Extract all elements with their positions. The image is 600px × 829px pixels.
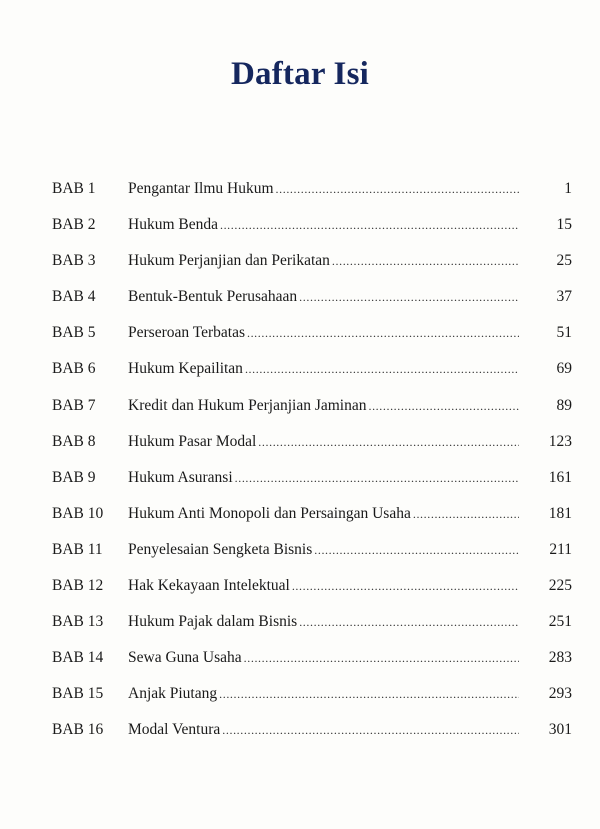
dot-leader [245, 351, 519, 387]
chapter-number: BAB 1 [52, 180, 96, 197]
page-number: 1 [564, 180, 572, 197]
dot-leader [258, 424, 519, 460]
page-number: 161 [548, 468, 572, 486]
page-number: 181 [548, 504, 572, 522]
chapter-title: Penyelesaian Sengketa Bisnis [128, 540, 313, 558]
dot-leader [244, 640, 519, 676]
entry-title-wrap [128, 243, 519, 279]
toc-entry[interactable] [52, 424, 572, 460]
dot-leader [247, 315, 519, 351]
toc-entry[interactable] [52, 568, 572, 604]
entry-title-wrap [128, 279, 519, 315]
chapter-title: Anjak Piutang [128, 685, 218, 703]
toc-entry[interactable] [52, 315, 572, 351]
entry-title-wrap [128, 171, 519, 207]
chapter-title: Hukum Perjanjian dan Perikatan [128, 252, 330, 270]
toc-entry[interactable] [52, 279, 572, 315]
chapter-number: BAB 9 [52, 468, 96, 486]
chapter-number: BAB 15 [52, 685, 104, 703]
entry-title-wrap [128, 424, 519, 460]
page-number: 25 [556, 252, 572, 270]
chapter-number: BAB 16 [52, 721, 104, 739]
toc-entry[interactable] [52, 532, 572, 568]
chapter-title: Kredit dan Hukum Perjanjian Jaminan [128, 396, 367, 414]
page-number: 51 [556, 324, 572, 342]
chapter-title: Sewa Guna Usaha [128, 649, 242, 667]
entry-title-wrap [128, 568, 519, 604]
page-number: 301 [548, 721, 572, 739]
dot-leader [314, 532, 519, 568]
entry-title-wrap [128, 640, 519, 676]
page-number: 37 [556, 288, 572, 306]
entry-title-wrap [128, 460, 519, 496]
toc-entry[interactable] [52, 640, 572, 676]
chapter-number: BAB 12 [52, 577, 104, 595]
page-number: 225 [548, 577, 572, 595]
dot-leader [368, 388, 519, 424]
chapter-number: BAB 6 [52, 360, 96, 378]
page-number: 211 [549, 540, 572, 558]
toc-entry[interactable] [52, 388, 572, 424]
chapter-number: BAB 14 [52, 649, 104, 667]
page-title: Daftar Isi [231, 56, 369, 92]
entry-title-wrap [128, 496, 519, 532]
chapter-title: Hukum Benda [128, 216, 218, 234]
dot-leader [332, 243, 519, 279]
entry-title-wrap [128, 676, 519, 712]
chapter-title: Bentuk-Bentuk Perusahaan [128, 288, 298, 306]
chapter-number: BAB 5 [52, 324, 96, 342]
chapter-title: Hukum Pajak dalam Bisnis [128, 613, 298, 631]
dot-leader [413, 496, 519, 532]
entry-title-wrap [128, 351, 519, 387]
toc-entry[interactable] [52, 676, 572, 712]
page-number: 123 [548, 432, 572, 450]
chapter-number: BAB 2 [52, 216, 96, 234]
dot-leader [292, 568, 519, 604]
toc-entry[interactable] [52, 496, 572, 532]
dot-leader [235, 460, 519, 496]
chapter-number: BAB 3 [52, 252, 96, 270]
table-of-contents [52, 171, 572, 749]
dot-leader [276, 171, 519, 207]
chapter-number: BAB 13 [52, 613, 104, 631]
toc-entry[interactable] [52, 243, 572, 279]
chapter-title: Hukum Pasar Modal [128, 432, 257, 450]
entry-title-wrap [128, 712, 519, 748]
page-number: 69 [556, 360, 572, 378]
entry-title-wrap [128, 315, 519, 351]
page-number: 251 [548, 613, 572, 631]
dot-leader [299, 604, 519, 640]
chapter-title: Hukum Kepailitan [128, 360, 243, 378]
toc-entry[interactable] [52, 604, 572, 640]
chapter-title: Perseroan Terbatas [128, 324, 245, 342]
chapter-title: Modal Ventura [128, 721, 221, 739]
toc-entry[interactable] [52, 351, 572, 387]
chapter-title: Hukum Asuransi [128, 468, 233, 486]
dot-leader [222, 712, 519, 748]
toc-entry[interactable] [52, 712, 572, 748]
dot-leader [219, 676, 519, 712]
toc-entry[interactable] [52, 207, 572, 243]
page-number: 283 [548, 649, 572, 667]
entry-title-wrap [128, 532, 519, 568]
chapter-title: Pengantar Ilmu Hukum [128, 180, 274, 197]
chapter-number: BAB 11 [52, 540, 103, 558]
chapter-number: BAB 7 [52, 396, 96, 414]
toc-entry[interactable] [52, 171, 572, 207]
entry-title-wrap [128, 207, 519, 243]
chapter-number: BAB 8 [52, 432, 96, 450]
toc-entry[interactable] [52, 460, 572, 496]
chapter-number: BAB 10 [52, 504, 104, 522]
page-number: 293 [548, 685, 572, 703]
page-number: 15 [556, 216, 572, 234]
dot-leader [299, 279, 519, 315]
chapter-title: Hukum Anti Monopoli dan Persaingan Usaha [128, 504, 411, 522]
entry-title-wrap [128, 604, 519, 640]
page-number: 89 [556, 396, 572, 414]
dot-leader [220, 207, 519, 243]
chapter-title: Hak Kekayaan Intelektual [128, 577, 290, 595]
entry-title-wrap [128, 388, 519, 424]
chapter-number: BAB 4 [52, 288, 96, 306]
